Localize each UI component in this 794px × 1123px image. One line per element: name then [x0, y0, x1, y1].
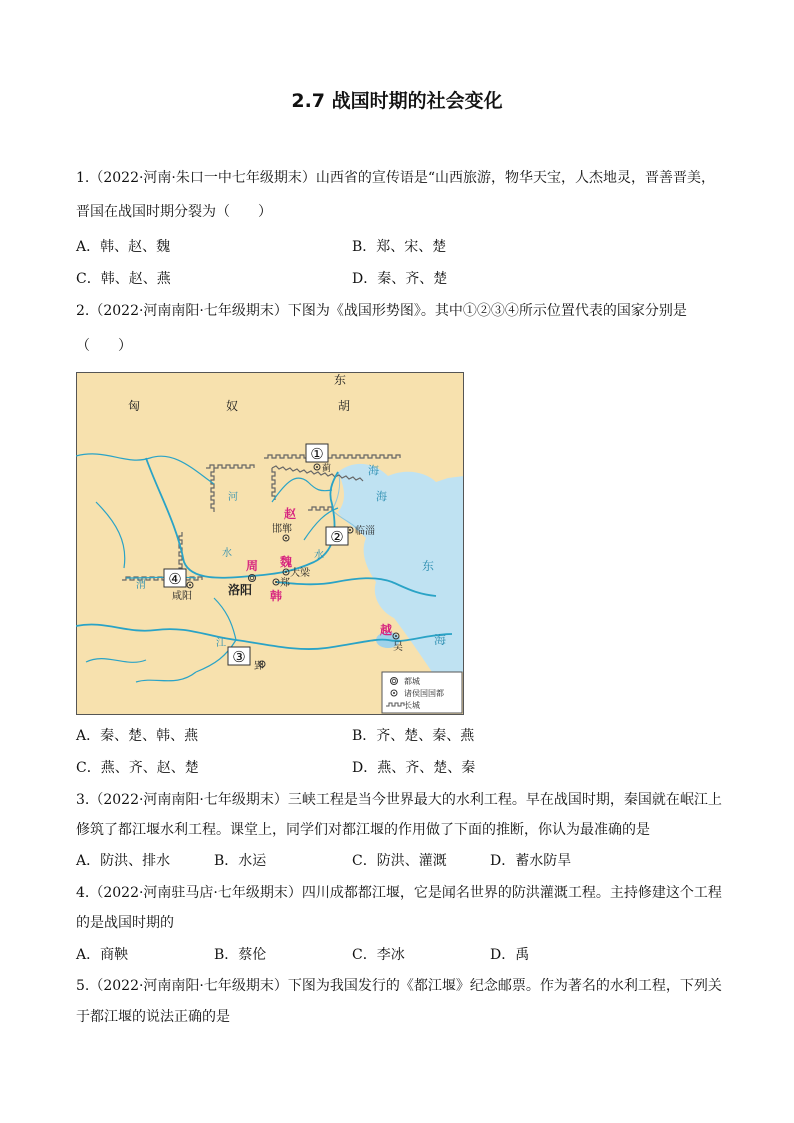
legend-great-wall: 长城 [404, 701, 420, 710]
q2-option-b[interactable]: B．齐、楚、秦、燕 [352, 728, 475, 744]
label-city-wu: 吴 [393, 642, 403, 653]
label-city-handan: 邯郸 [272, 524, 292, 535]
question-3-line-2: 修筑了都江堰水利工程。课堂上，同学们对都江堰的作用做了下面的推断，你认为最准确的是 [76, 822, 650, 838]
label-state-wei: 魏 [280, 555, 293, 569]
label-river-shui-2: 水 [314, 550, 324, 561]
marker-2 [326, 527, 348, 546]
label-city-zheng: 郑 [280, 578, 290, 589]
q1-option-d[interactable]: D．秦、齐、楚 [352, 271, 448, 287]
label-river-jiang: 江 [216, 638, 226, 649]
question-4-line-1: 4.（2022·河南驻马店·七年级期末）四川成都都江堰，它是闻名世界的防洪灌溉工程。主持修建这个工程 [76, 885, 722, 901]
question-2-line-2: （ ） [76, 338, 132, 354]
label-river-he: 河 [228, 492, 238, 503]
label-bohai-1: 海 [368, 464, 379, 477]
q3-option-c[interactable]: C．防洪、灌溉 [352, 853, 447, 869]
question-1-line-1: 1.（2022·河南·朱口一中七年级期末）山西省的宣传语是“山西旅游，物华天宝，人杰地灵，晋善晋美， [76, 170, 716, 186]
label-state-zhao: 赵 [284, 507, 297, 521]
label-city-daliang: 大梁 [290, 568, 310, 579]
question-1-line-2: 晋国在战国时期分裂为（ ） [76, 204, 272, 220]
label-city-linzi: 临淄 [355, 526, 375, 537]
map-legend [382, 672, 462, 713]
q4-option-c[interactable]: C．李冰 [352, 947, 405, 963]
q3-option-a[interactable]: A．防洪、排水 [76, 853, 171, 869]
label-region-xiong: 匈 [128, 399, 141, 413]
question-5-line-1: 5.（2022·河南南阳·七年级期末）下图为我国发行的《都江堰》纪念邮票。作为著名的水利工程，下列关 [76, 978, 722, 994]
legend-state-capital: 诸侯国国都 [404, 689, 444, 698]
svg-text:④: ④ [168, 570, 182, 588]
label-region-hu: 胡 [338, 399, 351, 413]
label-city-ji: 蓟 [322, 464, 332, 474]
page-title: 2.7 战国时期的社会变化 [291, 90, 503, 112]
label-river-wei: 渭 [136, 580, 146, 591]
question-5-line-2: 于都江堰的说法正确的是 [76, 1009, 230, 1025]
q2-option-d[interactable]: D．燕、齐、楚、秦 [352, 760, 476, 776]
legend-capital: 都城 [404, 677, 420, 686]
label-sea-hai: 海 [434, 633, 447, 647]
marker-3 [228, 647, 250, 666]
q4-option-d[interactable]: D．禹 [490, 947, 530, 963]
label-river-shui: 水 [222, 548, 232, 559]
q4-option-b[interactable]: B．蔡伦 [214, 947, 267, 963]
label-state-yue: 越 [380, 623, 393, 637]
label-city-xianyang: 咸阳 [172, 591, 192, 602]
question-3-line-1: 3.（2022·河南南阳·七年级期末）三峡工程是当今世界最大的水利工程。早在战国时期，秦国就在岷江上 [76, 792, 722, 808]
label-region-dong: 东 [334, 373, 347, 387]
label-city-ying: 郢 [254, 661, 264, 672]
label-region-nu: 奴 [226, 399, 239, 413]
label-city-luoyang: 洛阳 [228, 583, 253, 597]
svg-text:①: ① [310, 445, 324, 463]
svg-text:③: ③ [232, 648, 246, 666]
q1-option-a[interactable]: A．韩、赵、魏 [76, 239, 171, 255]
svg-text:②: ② [330, 528, 344, 546]
label-state-han: 韩 [270, 589, 283, 603]
q4-option-a[interactable]: A．商鞅 [76, 947, 129, 963]
warring-states-map [76, 372, 464, 715]
q3-option-d[interactable]: D．蓄水防旱 [490, 853, 572, 869]
label-bohai-2: 海 [376, 490, 387, 503]
q1-option-c[interactable]: C．韩、赵、燕 [76, 271, 171, 287]
q1-option-b[interactable]: B．郑、宋、楚 [352, 239, 447, 255]
q2-option-c[interactable]: C．燕、齐、赵、楚 [76, 760, 199, 776]
marker-4 [164, 569, 186, 588]
question-4-line-2: 的是战国时期的 [76, 915, 174, 931]
label-state-zhou: 周 [246, 559, 259, 573]
label-sea-east: 东 [422, 559, 435, 573]
question-2-line-1: 2.（2022·河南南阳·七年级期末）下图为《战国形势图》。其中①②③④所示位置代表的国家分别是 [76, 303, 687, 319]
q2-option-a[interactable]: A．秦、楚、韩、燕 [76, 728, 199, 744]
q3-option-b[interactable]: B．水运 [214, 853, 267, 869]
marker-1 [306, 444, 328, 463]
